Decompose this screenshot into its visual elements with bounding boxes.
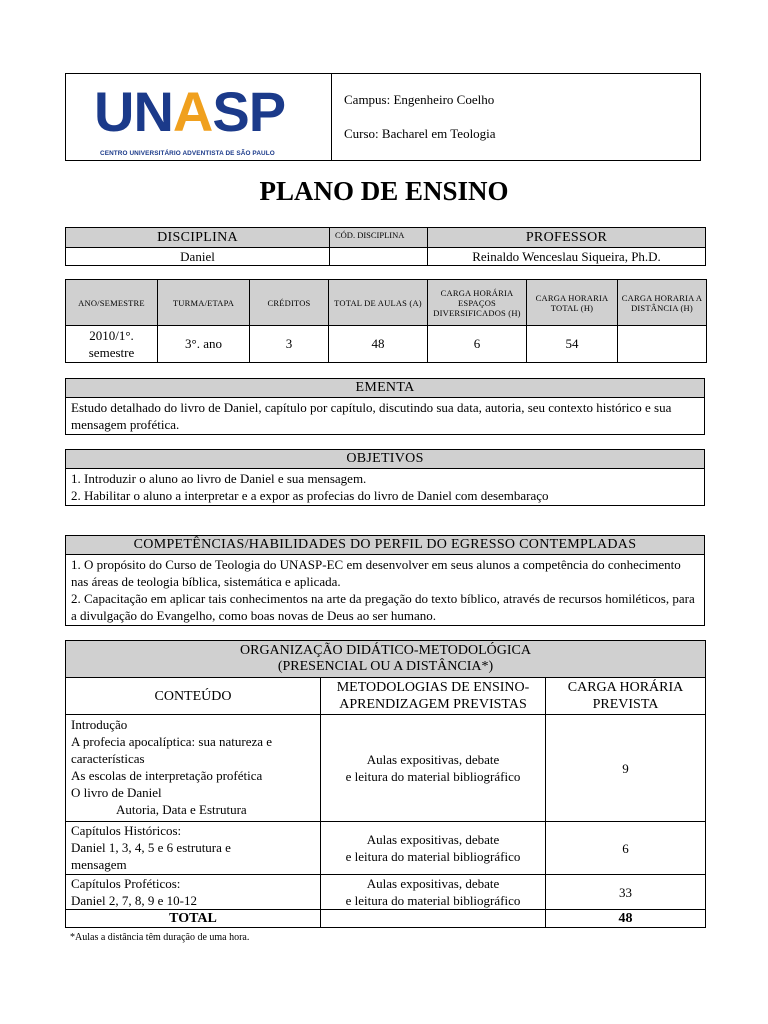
metodologia-cell: Aulas expositivas, debate e leitura do material bibliográfico [321, 715, 546, 822]
unasp-logo: UNASP CENTRO UNIVERSITÁRIO ADVENTISTA DE SÃO PAULO [94, 80, 286, 157]
carga-cell: 6 [546, 822, 706, 875]
disciplina-header: DISCIPLINA [66, 228, 330, 248]
header-carga-espacos: CARGA HORÁRIA ESPAÇOS DIVERSIFICADOS (H) [428, 280, 527, 326]
competencia-item: 1. O propósito do Curso de Teologia do UNASP-EC em desenvolver em seus alunos a competência do conhecimento nas áreas de teologia bíblica, sistemática e aplicada. [71, 557, 681, 589]
table-row [66, 715, 706, 822]
cod-disciplina-value [330, 248, 428, 266]
col-carga-horaria: CARGA HORÁRIA PREVISTA [546, 678, 706, 715]
ementa-text: Estudo detalhado do livro de Daniel, capítulo por capítulo, discutindo sua data, autoria, seu contexto histórico e sua mensagem profética. [66, 398, 705, 435]
objetivos-header: OBJETIVOS [66, 450, 705, 469]
metodologia-cell: Aulas expositivas, debate e leitura do material bibliográfico [321, 822, 546, 875]
objetivos-section [65, 449, 705, 506]
professor-header: PROFESSOR [428, 228, 706, 248]
cod-disciplina-header: CÓD. DISCIPLINA [330, 228, 428, 248]
curso-text: Curso: Bacharel em Teologia [344, 126, 496, 141]
logo-cell [66, 74, 332, 161]
table-row [66, 875, 706, 910]
value-ano-semestre: 2010/1°. semestre [66, 326, 158, 363]
conteudo-cell: Capítulos Históricos: Daniel 1, 3, 4, 5 e 6 estrutura e mensagem [66, 822, 321, 875]
competencias-section [65, 535, 705, 626]
page-title: PLANO DE ENSINO [259, 176, 509, 206]
objetivo-item: 1. Introduzir o aluno ao livro de Daniel e sua mensagem. [71, 471, 367, 486]
competencias-header: COMPETÊNCIAS/HABILIDADES DO PERFIL DO EGRESSO CONTEMPLADAS [66, 536, 705, 555]
value-turma-etapa: 3°. ano [158, 326, 250, 363]
value-creditos: 3 [250, 326, 329, 363]
table-row [66, 822, 706, 875]
campus-text: Campus: Engenheiro Coelho [344, 92, 495, 107]
value-total-aulas: 48 [329, 326, 428, 363]
organizacao-header [66, 641, 706, 678]
ementa-section [65, 378, 705, 435]
total-empty-cell [321, 910, 546, 928]
ano-semestre-table [65, 279, 707, 363]
header-creditos: CRÉDITOS [250, 280, 329, 326]
footnote: *Aulas a distância têm duração de uma hora. [70, 932, 250, 943]
header-info [332, 74, 701, 161]
header-turma-etapa: TURMA/ETAPA [158, 280, 250, 326]
value-carga-espacos: 6 [428, 326, 527, 363]
disciplina-value: Daniel [66, 248, 330, 266]
carga-cell: 33 [546, 875, 706, 910]
value-carga-distancia [618, 326, 707, 363]
col-conteudo: CONTEÚDO [66, 678, 321, 715]
total-row [66, 910, 706, 928]
competencia-item: 2. Capacitação em aplicar tais conhecimentos na arte da pregação do texto bíblico, através de recursos homiléticos, para a divulgação do Evangelho, como boas novas de Deus ao ser humano. [71, 591, 695, 623]
value-carga-total: 54 [527, 326, 618, 363]
organizacao-title-line1: ORGANIZAÇÃO DIDÁTICO-METODOLÓGICA [240, 643, 531, 658]
organizacao-title-line2: (PRESENCIAL OU A DISTÂNCIA*) [277, 659, 494, 674]
header-box [65, 73, 701, 161]
header-total-aulas: TOTAL DE AULAS (A) [329, 280, 428, 326]
total-label: TOTAL [66, 910, 321, 928]
conteudo-cell: Introdução A profecia apocalíptica: sua natureza e características As escolas de interpretação profética O livro de Daniel Autoria, Data e Estrutura [66, 715, 321, 822]
total-value: 48 [546, 910, 706, 928]
carga-cell: 9 [546, 715, 706, 822]
objetivo-item: 2. Habilitar o aluno a interpretar e a expor as profecias do livro de Daniel com desembaraço [71, 488, 549, 503]
header-carga-distancia: CARGA HORARIA A DISTÂNCIA (H) [618, 280, 707, 326]
header-ano-semestre: ANO/SEMESTRE [66, 280, 158, 326]
conteudo-cell: Capítulos Proféticos: Daniel 2, 7, 8, 9 e 10-12 [66, 875, 321, 910]
disciplina-table [65, 227, 706, 266]
professor-value: Reinaldo Wenceslau Siqueira, Ph.D. [428, 248, 706, 266]
organizacao-table [65, 640, 706, 928]
metodologia-cell: Aulas expositivas, debate e leitura do material bibliográfico [321, 875, 546, 910]
col-metodologias: METODOLOGIAS DE ENSINO- APRENDIZAGEM PREVISTAS [321, 678, 546, 715]
ementa-header: EMENTA [66, 379, 705, 398]
header-carga-total: CARGA HORARIA TOTAL (H) [527, 280, 618, 326]
